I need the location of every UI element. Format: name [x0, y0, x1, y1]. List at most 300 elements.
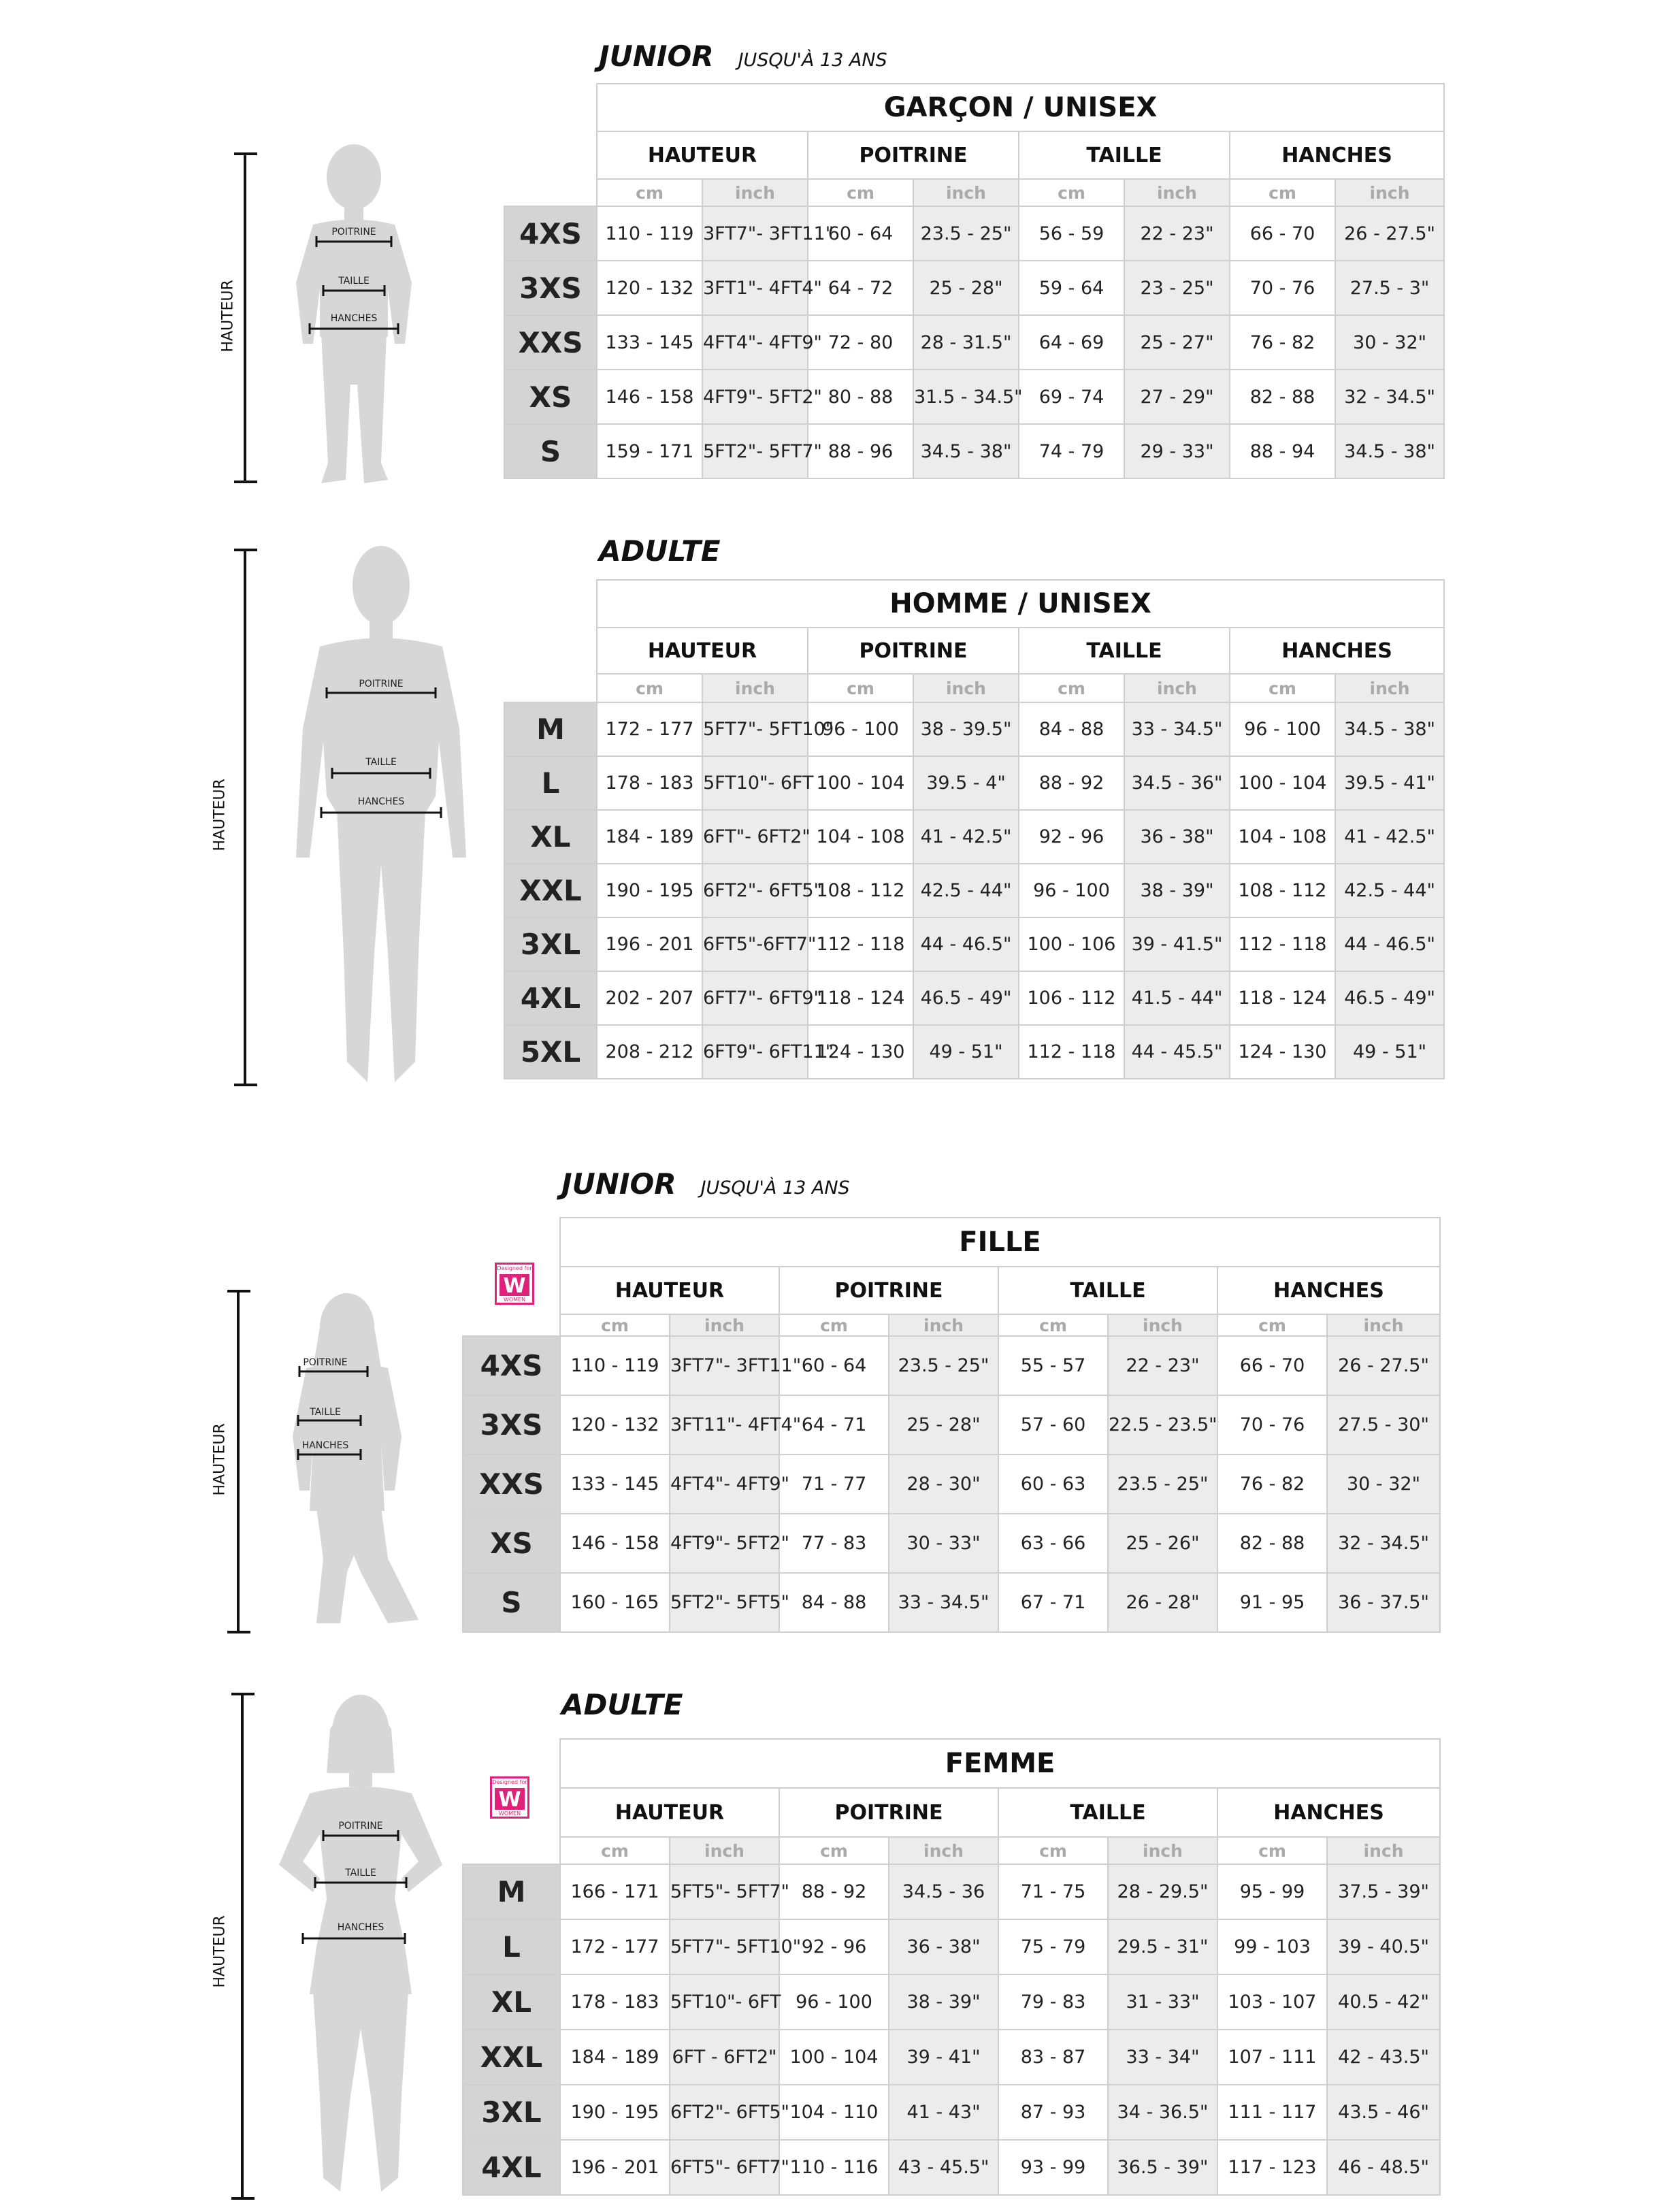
- table-row: [463, 1974, 1440, 2030]
- table-cell: 76 - 82: [1230, 315, 1335, 370]
- table-cell: 88 - 92: [779, 1864, 889, 1919]
- table-cell: 25 - 27": [1124, 315, 1230, 370]
- table-cell: 5FT2"- 5FT7": [702, 424, 808, 478]
- table-cell: 6FT7"- 6FT9": [702, 971, 808, 1025]
- section-subtitle: JUSQU'À 13 ANS: [700, 1177, 850, 1199]
- table-cell: 88 - 94: [1230, 424, 1335, 478]
- table-cell: 112 - 118: [808, 917, 913, 971]
- unit-label: cm: [1230, 179, 1335, 206]
- table-row: [504, 315, 1444, 370]
- table-cell: 104 - 108: [1230, 810, 1335, 864]
- section-title: ADULTE: [561, 1688, 683, 1721]
- size-label: XS: [463, 1514, 560, 1573]
- table-cell: 38 - 39": [889, 1974, 998, 2030]
- unit-label: cm: [1019, 674, 1124, 702]
- section-title-row: [599, 39, 887, 73]
- table-cell: 5FT5"- 5FT7": [670, 1864, 779, 1919]
- table-cell: 57 - 60: [998, 1395, 1108, 1454]
- table-cell: 100 - 104: [779, 2030, 889, 2085]
- size-label: 4XL: [463, 2140, 560, 2195]
- size-label: 5XL: [504, 1025, 597, 1079]
- column-header-poitrine: POITRINE: [808, 628, 1019, 674]
- table-cell: 4FT4"- 4FT9": [702, 315, 808, 370]
- table-cell: 184 - 189: [597, 810, 702, 864]
- unit-label: inch: [670, 1314, 779, 1336]
- unit-label: inch: [913, 179, 1019, 206]
- adult-man-silhouette: [293, 544, 470, 1086]
- junior-girl-silhouette: [272, 1286, 436, 1637]
- table-cell: 32 - 34.5": [1335, 370, 1444, 424]
- table-cell: 41.5 - 44": [1124, 971, 1230, 1025]
- unit-label: inch: [702, 179, 808, 206]
- table-cell: 104 - 110: [779, 2085, 889, 2140]
- table-cell: 42 - 43.5": [1327, 2030, 1440, 2085]
- table-cell: 31 - 33": [1108, 1974, 1217, 2030]
- height-axis-label: HAUTEUR: [211, 1915, 229, 1988]
- table-cell: 118 - 124: [808, 971, 913, 1025]
- table-cell: 39.5 - 41": [1335, 756, 1444, 810]
- table-row: [504, 756, 1444, 810]
- unit-label: inch: [1327, 1314, 1440, 1336]
- table-cell: 39.5 - 4": [913, 756, 1019, 810]
- table-cell: 100 - 106: [1019, 917, 1124, 971]
- size-label: XXL: [504, 864, 597, 917]
- table-cell: 42.5 - 44": [913, 864, 1019, 917]
- height-axis-label: HAUTEUR: [211, 1423, 229, 1496]
- unit-label: inch: [670, 1837, 779, 1864]
- table-row: [504, 1025, 1444, 1079]
- table-cell: 71 - 77: [779, 1454, 889, 1514]
- table-cell: 49 - 51": [913, 1025, 1019, 1079]
- table-cell: 64 - 71: [779, 1395, 889, 1454]
- unit-label: inch: [1124, 674, 1230, 702]
- size-label: 4XS: [463, 1336, 560, 1395]
- height-axis-label: HAUTEUR: [211, 779, 229, 851]
- column-header-hauteur: HAUTEUR: [597, 131, 808, 179]
- table-cell: 23 - 25": [1124, 261, 1230, 315]
- table-cell: 60 - 64: [808, 206, 913, 261]
- table-cell: 39 - 41": [889, 2030, 998, 2085]
- height-ruler: [231, 1693, 252, 2200]
- table-cell: 60 - 63: [998, 1454, 1108, 1514]
- table-cell: 6FT2"- 6FT5": [670, 2085, 779, 2140]
- table-cell: 28 - 30": [889, 1454, 998, 1514]
- table-cell: 83 - 87: [998, 2030, 1108, 2085]
- table-cell: 178 - 183: [597, 756, 702, 810]
- table-cell: 196 - 201: [597, 917, 702, 971]
- table-cell: 95 - 99: [1217, 1864, 1327, 1919]
- table-cell: 70 - 76: [1217, 1395, 1327, 1454]
- table-cell: 33 - 34": [1108, 2030, 1217, 2085]
- table-row: [463, 2030, 1440, 2085]
- table-cell: 49 - 51": [1335, 1025, 1444, 1079]
- table-cell: 46.5 - 49": [913, 971, 1019, 1025]
- unit-label: cm: [1217, 1837, 1327, 1864]
- table-cell: 6FT5"-6FT7": [702, 917, 808, 971]
- adult-woman-silhouette: [262, 1688, 459, 2205]
- measure-label: POITRINE: [359, 679, 404, 689]
- table-row: [504, 424, 1444, 478]
- table-cell: 64 - 69: [1019, 315, 1124, 370]
- size-table-junior-boy: [504, 83, 1445, 479]
- table-cell: 27.5 - 3": [1335, 261, 1444, 315]
- table-cell: 99 - 103: [1217, 1919, 1327, 1974]
- table-cell: 77 - 83: [779, 1514, 889, 1573]
- table-row: [463, 2085, 1440, 2140]
- table-cell: 4FT4"- 4FT9": [670, 1454, 779, 1514]
- table-cell: 34.5 - 36: [889, 1864, 998, 1919]
- table-cell: 40.5 - 42": [1327, 1974, 1440, 2030]
- table-cell: 33 - 34.5": [1124, 702, 1230, 756]
- table-cell: 108 - 112: [808, 864, 913, 917]
- size-label: XS: [504, 370, 597, 424]
- table-cell: 66 - 70: [1217, 1336, 1327, 1395]
- table-cell: 6FT - 6FT2": [670, 2030, 779, 2085]
- table-cell: 34.5 - 38": [1335, 424, 1444, 478]
- table-row: [504, 971, 1444, 1025]
- table-cell: 202 - 207: [597, 971, 702, 1025]
- unit-label: cm: [779, 1837, 889, 1864]
- section-title: ADULTE: [599, 534, 721, 568]
- table-cell: 196 - 201: [560, 2140, 670, 2195]
- table-row: [463, 1454, 1440, 1514]
- unit-label: inch: [889, 1837, 998, 1864]
- table-cell: 69 - 74: [1019, 370, 1124, 424]
- size-label: 3XS: [463, 1395, 560, 1454]
- table-cell: 43.5 - 46": [1327, 2085, 1440, 2140]
- table-cell: 36 - 38": [1124, 810, 1230, 864]
- table-cell: 72 - 80: [808, 315, 913, 370]
- table-cell: 64 - 72: [808, 261, 913, 315]
- table-cell: 166 - 171: [560, 1864, 670, 1919]
- table-cell: 22 - 23": [1124, 206, 1230, 261]
- size-label: XL: [463, 1974, 560, 2030]
- table-cell: 172 - 177: [597, 702, 702, 756]
- table-cell: 88 - 96: [808, 424, 913, 478]
- measure-label: POITRINE: [338, 1821, 383, 1832]
- column-header-poitrine: POITRINE: [779, 1267, 998, 1314]
- size-label: 3XL: [504, 917, 597, 971]
- column-header-taille: TAILLE: [1019, 628, 1230, 674]
- table-cell: 30 - 33": [889, 1514, 998, 1573]
- table-cell: 30 - 32": [1335, 315, 1444, 370]
- table-cell: 29.5 - 31": [1108, 1919, 1217, 1974]
- table-cell: 33 - 34.5": [889, 1573, 998, 1632]
- measure-label: TAILLE: [310, 1407, 341, 1418]
- table-cell: 38 - 39.5": [913, 702, 1019, 756]
- table-cell: 91 - 95: [1217, 1573, 1327, 1632]
- table-row: [504, 917, 1444, 971]
- column-header-hauteur: HAUTEUR: [560, 1267, 779, 1314]
- table-cell: 112 - 118: [1230, 917, 1335, 971]
- table-cell: 22.5 - 23.5": [1108, 1395, 1217, 1454]
- unit-label: cm: [779, 1314, 889, 1336]
- table-cell: 184 - 189: [560, 2030, 670, 2085]
- measure-label: HANCHES: [330, 313, 378, 324]
- size-label: L: [504, 756, 597, 810]
- table-cell: 67 - 71: [998, 1573, 1108, 1632]
- table-cell: 110 - 119: [560, 1336, 670, 1395]
- table-cell: 100 - 104: [1230, 756, 1335, 810]
- unit-label: cm: [1230, 674, 1335, 702]
- table-cell: 124 - 130: [1230, 1025, 1335, 1079]
- unit-label: inch: [913, 674, 1019, 702]
- measure-label: HANCHES: [337, 1922, 384, 1933]
- size-label: 3XL: [463, 2085, 560, 2140]
- designed-for-women-logo: Designed for W WOMEN: [495, 1263, 534, 1305]
- table-cell: 84 - 88: [779, 1573, 889, 1632]
- table-cell: 96 - 100: [808, 702, 913, 756]
- table-row: [463, 1573, 1440, 1632]
- section-subtitle: JUSQU'À 13 ANS: [738, 50, 887, 71]
- unit-label: cm: [808, 179, 913, 206]
- table-cell: 172 - 177: [560, 1919, 670, 1974]
- table-cell: 107 - 111: [1217, 2030, 1327, 2085]
- table-cell: 76 - 82: [1217, 1454, 1327, 1514]
- unit-label: inch: [1108, 1837, 1217, 1864]
- table-cell: 190 - 195: [597, 864, 702, 917]
- unit-label: inch: [889, 1314, 998, 1336]
- table-cell: 117 - 123: [1217, 2140, 1327, 2195]
- junior-boy-silhouette: [286, 140, 422, 487]
- table-cell: 36 - 38": [889, 1919, 998, 1974]
- unit-label: cm: [808, 674, 913, 702]
- table-cell: 23.5 - 25": [889, 1336, 998, 1395]
- table-cell: 118 - 124: [1230, 971, 1335, 1025]
- table-cell: 106 - 112: [1019, 971, 1124, 1025]
- unit-label: cm: [1217, 1314, 1327, 1336]
- table-cell: 92 - 96: [1019, 810, 1124, 864]
- measure-label: HANCHES: [301, 1440, 349, 1451]
- table-cell: 23.5 - 25": [913, 206, 1019, 261]
- table-cell: 44 - 46.5": [1335, 917, 1444, 971]
- table-cell: 4FT9"- 5FT2": [670, 1514, 779, 1573]
- table-cell: 159 - 171: [597, 424, 702, 478]
- unit-label: cm: [1019, 179, 1124, 206]
- table-cell: 46.5 - 49": [1335, 971, 1444, 1025]
- table-row: [463, 1864, 1440, 1919]
- table-cell: 25 - 28": [889, 1395, 998, 1454]
- table-row: [463, 1514, 1440, 1573]
- table-cell: 27.5 - 30": [1327, 1395, 1440, 1454]
- unit-label: cm: [597, 179, 702, 206]
- table-cell: 38 - 39": [1124, 864, 1230, 917]
- table-cell: 82 - 88: [1230, 370, 1335, 424]
- table-cell: 55 - 57: [998, 1336, 1108, 1395]
- column-header-hanches: HANCHES: [1217, 1788, 1440, 1837]
- unit-label: inch: [1327, 1837, 1440, 1864]
- table-cell: 32 - 34.5": [1327, 1514, 1440, 1573]
- table-cell: 22 - 23": [1108, 1336, 1217, 1395]
- table-row: [504, 206, 1444, 261]
- height-ruler: [227, 1290, 248, 1633]
- table-cell: 60 - 64: [779, 1336, 889, 1395]
- size-label: M: [463, 1864, 560, 1919]
- table-cell: 4FT9"- 5FT2": [702, 370, 808, 424]
- table-cell: 3FT7"- 3FT11": [670, 1336, 779, 1395]
- size-table-adult-woman: [462, 1738, 1441, 2196]
- table-cell: 34.5 - 38": [913, 424, 1019, 478]
- table-cell: 103 - 107: [1217, 1974, 1327, 2030]
- table-cell: 3FT11"- 4FT4": [670, 1395, 779, 1454]
- table-cell: 120 - 132: [560, 1395, 670, 1454]
- column-header-poitrine: POITRINE: [779, 1788, 998, 1837]
- column-header-taille: TAILLE: [998, 1788, 1217, 1837]
- table-cell: 44 - 46.5": [913, 917, 1019, 971]
- size-label: 4XS: [504, 206, 597, 261]
- table-row: [504, 261, 1444, 315]
- table-row: [504, 810, 1444, 864]
- table-cell: 63 - 66: [998, 1514, 1108, 1573]
- table-cell: 26 - 28": [1108, 1573, 1217, 1632]
- table-cell: 84 - 88: [1019, 702, 1124, 756]
- table-cell: 23.5 - 25": [1108, 1454, 1217, 1514]
- table-cell: 25 - 26": [1108, 1514, 1217, 1573]
- column-header-hauteur: HAUTEUR: [597, 628, 808, 674]
- column-header-taille: TAILLE: [1019, 131, 1230, 179]
- table-cell: 66 - 70: [1230, 206, 1335, 261]
- size-label: XL: [504, 810, 597, 864]
- height-ruler: [234, 549, 255, 1086]
- table-cell: 42.5 - 44": [1335, 864, 1444, 917]
- table-row: [463, 1336, 1440, 1395]
- table-cell: 30 - 32": [1327, 1454, 1440, 1514]
- designed-for-women-logo: Designed for W WOMEN: [490, 1776, 529, 1819]
- table-cell: 26 - 27.5": [1335, 206, 1444, 261]
- height-axis-label: HAUTEUR: [219, 280, 237, 353]
- table-cell: 74 - 79: [1019, 424, 1124, 478]
- table-cell: 31.5 - 34.5": [913, 370, 1019, 424]
- table-row: [504, 702, 1444, 756]
- unit-label: cm: [560, 1837, 670, 1864]
- table-cell: 146 - 158: [597, 370, 702, 424]
- table-cell: 124 - 130: [808, 1025, 913, 1079]
- size-label: XXL: [463, 2030, 560, 2085]
- table-cell: 96 - 100: [1230, 702, 1335, 756]
- unit-label: cm: [998, 1314, 1108, 1336]
- table-cell: 46 - 48.5": [1327, 2140, 1440, 2195]
- table-cell: 37.5 - 39": [1327, 1864, 1440, 1919]
- size-label: M: [504, 702, 597, 756]
- column-header-hanches: HANCHES: [1217, 1267, 1440, 1314]
- table-cell: 5FT7"- 5FT10": [702, 702, 808, 756]
- unit-label: cm: [597, 674, 702, 702]
- table-cell: 39 - 40.5": [1327, 1919, 1440, 1974]
- table-cell: 178 - 183: [560, 1974, 670, 2030]
- size-label: XXS: [463, 1454, 560, 1514]
- size-label: S: [463, 1573, 560, 1632]
- table-cell: 34.5 - 36": [1124, 756, 1230, 810]
- table-row: [463, 1919, 1440, 1974]
- table-cell: 87 - 93: [998, 2085, 1108, 2140]
- table-cell: 28 - 29.5": [1108, 1864, 1217, 1919]
- table-cell: 36.5 - 39": [1108, 2140, 1217, 2195]
- table-cell: 108 - 112: [1230, 864, 1335, 917]
- table-cell: 6FT9"- 6FT11": [702, 1025, 808, 1079]
- table-cell: 71 - 75: [998, 1864, 1108, 1919]
- table-row: [504, 864, 1444, 917]
- size-label: XXS: [504, 315, 597, 370]
- table-cell: 82 - 88: [1217, 1514, 1327, 1573]
- size-label: 3XS: [504, 261, 597, 315]
- table-cell: 6FT"- 6FT2": [702, 810, 808, 864]
- column-header-hauteur: HAUTEUR: [560, 1788, 779, 1837]
- table-cell: 80 - 88: [808, 370, 913, 424]
- table-cell: 133 - 145: [560, 1454, 670, 1514]
- measure-label: POITRINE: [303, 1357, 348, 1368]
- table-cell: 190 - 195: [560, 2085, 670, 2140]
- table-cell: 110 - 119: [597, 206, 702, 261]
- size-label: L: [463, 1919, 560, 1974]
- table-cell: 93 - 99: [998, 2140, 1108, 2195]
- table-cell: 75 - 79: [998, 1919, 1108, 1974]
- table-row: [463, 2140, 1440, 2195]
- group-header: HOMME / UNISEX: [597, 580, 1444, 628]
- unit-label: inch: [1335, 179, 1444, 206]
- column-header-poitrine: POITRINE: [808, 131, 1019, 179]
- table-cell: 111 - 117: [1217, 2085, 1327, 2140]
- group-header: FEMME: [560, 1739, 1440, 1788]
- column-header-hanches: HANCHES: [1230, 131, 1444, 179]
- column-header-taille: TAILLE: [998, 1267, 1217, 1314]
- table-cell: 41 - 42.5": [1335, 810, 1444, 864]
- measure-label: TAILLE: [338, 276, 370, 287]
- table-cell: 34.5 - 38": [1335, 702, 1444, 756]
- table-cell: 5FT10"- 6FT: [702, 756, 808, 810]
- unit-label: inch: [1108, 1314, 1217, 1336]
- table-cell: 70 - 76: [1230, 261, 1335, 315]
- unit-label: inch: [1335, 674, 1444, 702]
- table-cell: 6FT5"- 6FT7": [670, 2140, 779, 2195]
- table-cell: 133 - 145: [597, 315, 702, 370]
- measure-label: HANCHES: [357, 796, 405, 807]
- unit-label: cm: [560, 1314, 670, 1336]
- measure-label: TAILLE: [365, 757, 397, 768]
- group-header: GARÇON / UNISEX: [597, 84, 1444, 131]
- unit-label: inch: [702, 674, 808, 702]
- table-cell: 26 - 27.5": [1327, 1336, 1440, 1395]
- table-cell: 3FT7"- 3FT11": [702, 206, 808, 261]
- section-title-row: [561, 1167, 850, 1201]
- section-title: JUNIOR: [599, 39, 714, 73]
- table-cell: 43 - 45.5": [889, 2140, 998, 2195]
- table-cell: 36 - 37.5": [1327, 1573, 1440, 1632]
- table-cell: 27 - 29": [1124, 370, 1230, 424]
- table-cell: 28 - 31.5": [913, 315, 1019, 370]
- table-cell: 88 - 92: [1019, 756, 1124, 810]
- height-ruler: [234, 152, 255, 483]
- table-cell: 44 - 45.5": [1124, 1025, 1230, 1079]
- table-cell: 59 - 64: [1019, 261, 1124, 315]
- group-header: FILLE: [560, 1218, 1440, 1267]
- measure-label: POITRINE: [331, 227, 376, 238]
- table-cell: 41 - 43": [889, 2085, 998, 2140]
- table-cell: 96 - 100: [1019, 864, 1124, 917]
- section-title-row: [561, 1688, 683, 1721]
- table-cell: 92 - 96: [779, 1919, 889, 1974]
- section-title-row: [599, 534, 721, 568]
- table-cell: 208 - 212: [597, 1025, 702, 1079]
- table-cell: 5FT2"- 5FT5": [670, 1573, 779, 1632]
- table-cell: 29 - 33": [1124, 424, 1230, 478]
- table-row: [463, 1395, 1440, 1454]
- size-label: S: [504, 424, 597, 478]
- table-cell: 160 - 165: [560, 1573, 670, 1632]
- table-cell: 34 - 36.5": [1108, 2085, 1217, 2140]
- table-cell: 120 - 132: [597, 261, 702, 315]
- table-cell: 112 - 118: [1019, 1025, 1124, 1079]
- table-cell: 79 - 83: [998, 1974, 1108, 2030]
